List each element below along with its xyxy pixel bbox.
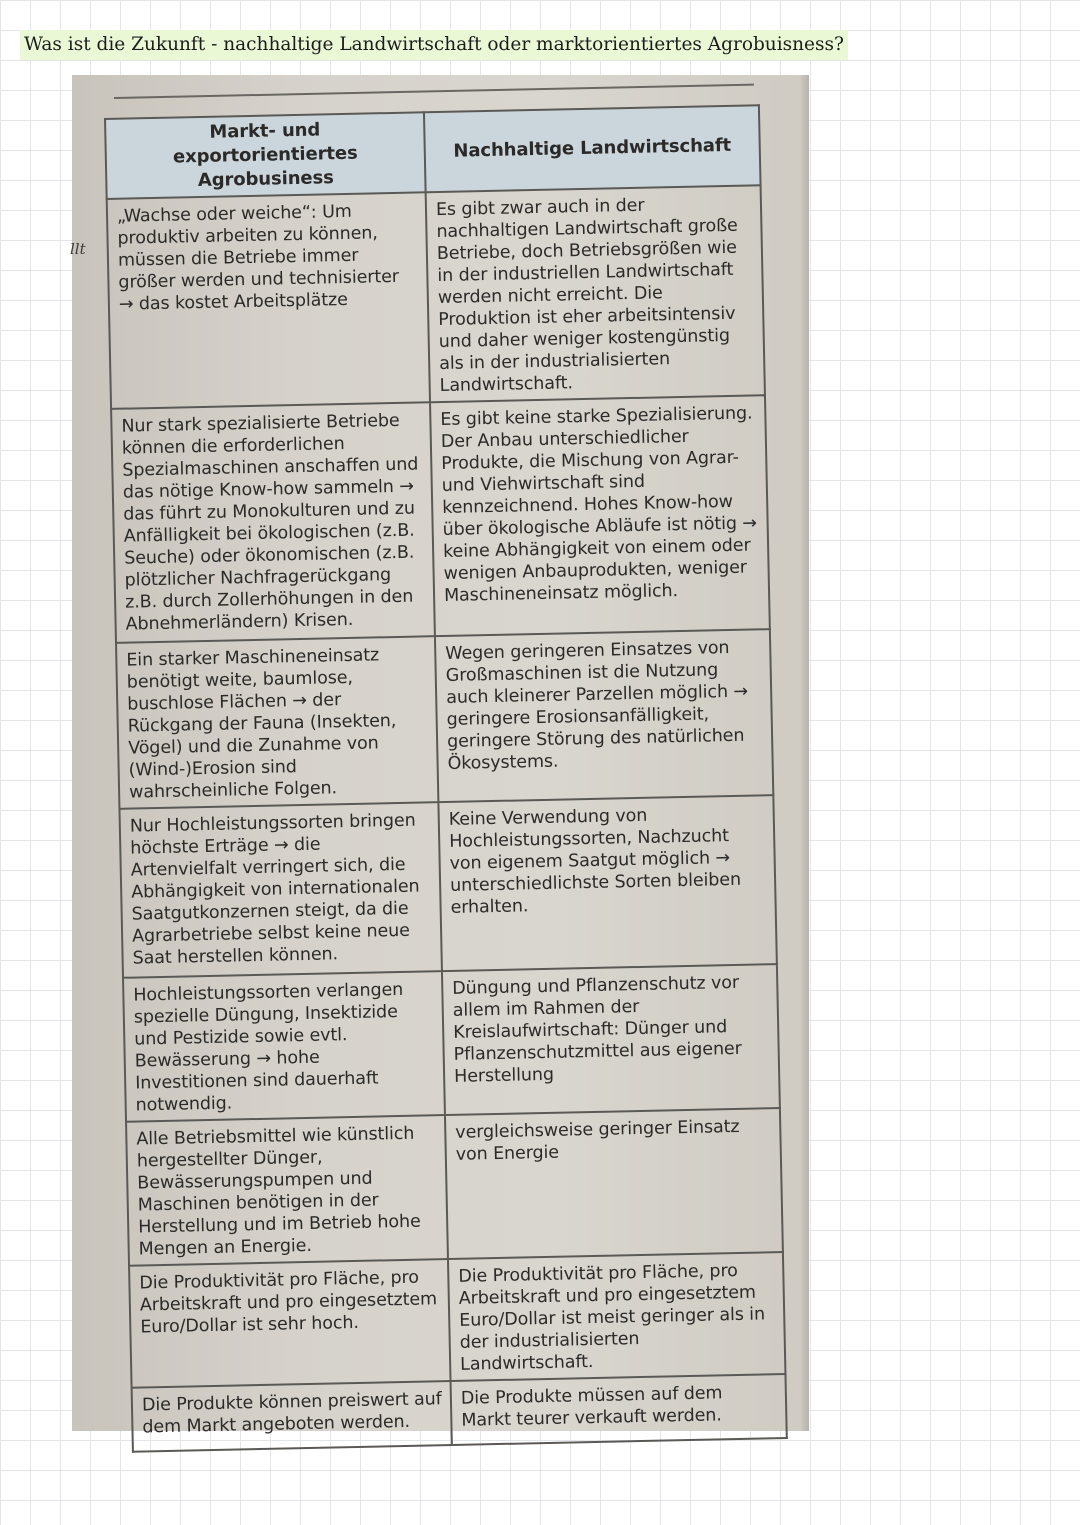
cell-agrobusiness: Hochleistungssorten verlangen spezielle Düngung, Insektizide und Pestizide sowie evtl. Bewässerung → hohe Investitionen sind dauerhaft notwendig. [123, 971, 445, 1122]
cell-sustainable: Es gibt keine starke Spezialisierung. Der Anbau unterschiedlicher Produkte, die Mischung von Agrar- und Viehwirtschaft sind kennzeichnend. Hohes Know-how über ökologische Abläufe ist nötig → keine Abhängigkeit von einem oder wenigen Anbauprodukten, weniger Maschineneinsatz möglich. [430, 395, 770, 636]
cell-agrobusiness: Ein starker Maschineneinsatz benötigt weite, baumlose, buschlose Flächen → der Rückgang der Fauna (Insekten, Vögel) und die Zunahme von (Wind-)Erosion sind wahrscheinliche Folgen. [116, 636, 438, 809]
cell-agrobusiness: Nur Hochleistungssorten bringen höchste Erträge → die Artenvielfalt verringert sich, die Abhängigkeit von internationalen Saatgutkonzernen steigt, da die Agrarbetriebe selbst keine neue Saat herstellen können. [119, 802, 441, 978]
cell-agrobusiness: Die Produkte können preiswert auf dem Markt angeboten werden. [132, 1381, 452, 1452]
margin-text-fragment: llt [70, 240, 86, 258]
cell-agrobusiness: Alle Betriebsmittel wie künstlich hergestellter Dünger, Bewässerungspumpen und Maschinen benötigen in der Herstellung und im Betrieb hohe Mengen an Energie. [126, 1115, 448, 1266]
table-row [107, 185, 765, 409]
table-row [123, 964, 780, 1122]
page-title: Was ist die Zukunft - nachhaltige Landwirtschaft oder marktorientiertes Agrobuisness? [20, 30, 848, 60]
textbook-photo [70, 75, 809, 1438]
table-row [111, 395, 770, 643]
cell-sustainable: Die Produktivität pro Fläche, pro Arbeitskraft und pro eingesetztem Euro/Dollar ist meist geringer als in der industrialisierten Landwirtschaft. [448, 1252, 785, 1381]
table-row [126, 1108, 783, 1266]
cell-agrobusiness: Nur stark spezialisierte Betriebe können die erforderlichen Spezialmaschinen anschaffen und das nötige Know-how sammeln → das führt zu Monokulturen und zu Anfälligkeit bei ökologischen (z.B. Seuche) oder ökonomischen (z.B. plötzlicher Nachfragerückgang z.B. durch Zollerhöhungen in den Abnehmerländern) Krisen. [111, 402, 435, 643]
table-row [132, 1374, 787, 1452]
cell-agrobusiness: „Wachse oder weiche“: Um produktiv arbeiten zu können, müssen die Betriebe immer größer werden und technisierter → das kostet Arbeitsplätze [107, 192, 430, 409]
cell-agrobusiness: Die Produktivität pro Fläche, pro Arbeitskraft und pro eingesetztem Euro/Dollar ist sehr hoch. [129, 1259, 450, 1388]
table-row [119, 795, 776, 978]
cell-sustainable: Es gibt zwar auch in der nachhaltigen Landwirtschaft große Betriebe, doch Betriebsgrößen wie in der industriellen Landwirtschaft werden nicht erreicht. Die Produktion ist eher arbeitsintensiv und daher weniger kostengünstig als in der industrialisierten Landwirtschaft. [426, 185, 765, 402]
header-agrobusiness: Markt- und exportorientiertes Agrobusiness [105, 112, 426, 199]
cell-sustainable: vergleichsweise geringer Einsatz von Energie [445, 1108, 783, 1259]
comparison-table [104, 104, 788, 1452]
cell-sustainable: Keine Verwendung von Hochleistungssorten, Nachzucht von eigenem Saatgut möglich → unterschiedlichste Sorten bleiben erhalten. [438, 795, 776, 971]
table-row [129, 1252, 785, 1388]
page-rule-line [114, 84, 754, 99]
table-header-row [105, 105, 761, 199]
header-sustainable-agriculture: Nachhaltige Landwirtschaft [424, 105, 761, 192]
cell-sustainable: Die Produkte müssen auf dem Markt teurer verkauft werden. [451, 1374, 787, 1445]
cell-sustainable: Wegen geringeren Einsatzes von Großmaschinen ist die Nutzung auch kleinerer Parzellen möglich → geringere Erosionsanfälligkeit, geringere Störung des natürlichen Ökosystems. [435, 629, 773, 802]
cell-sustainable: Düngung und Pflanzenschutz vor allem im Rahmen der Kreislaufwirtschaft: Dünger und Pflanzenschutzmittel aus eigener Herstellung [442, 964, 780, 1115]
table-row [116, 629, 773, 809]
page-edge [801, 75, 809, 1431]
